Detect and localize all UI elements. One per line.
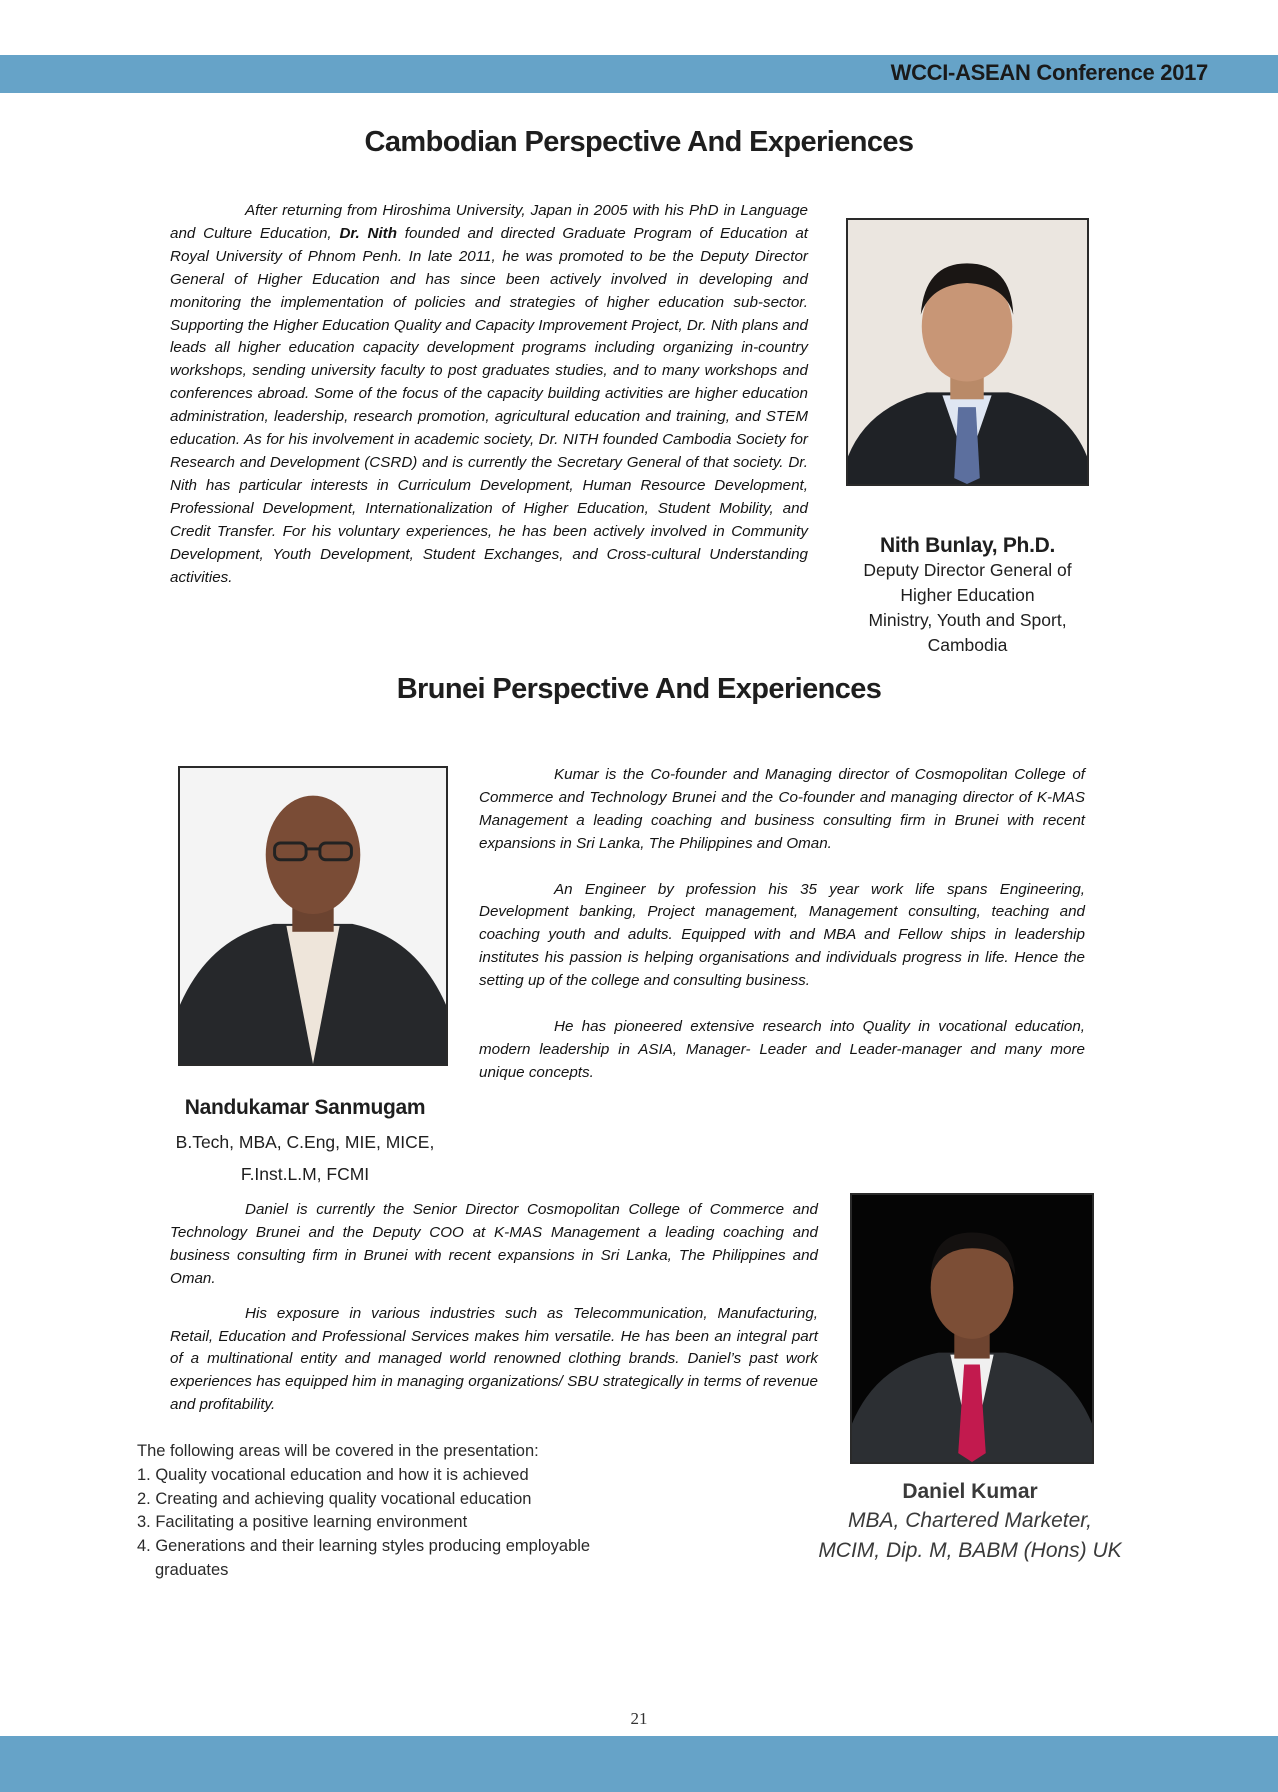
conference-title: WCCI-ASEAN Conference 2017 (890, 60, 1208, 85)
presentation-item: 1. Quality vocational education and how it is achieved (137, 1465, 529, 1484)
nith-title-line: Higher Education (900, 585, 1035, 605)
footer-band (0, 1736, 1278, 1792)
daniel-credentials: MCIM, Dip. M, BABM (Hons) UK (818, 1539, 1122, 1562)
daniel-caption (790, 1480, 1150, 1566)
daniel-bio (170, 1199, 818, 1417)
daniel-credentials: MBA, Chartered Marketer, (848, 1509, 1092, 1532)
nith-title-line: Ministry, Youth and Sport, (868, 610, 1067, 630)
daniel-name: Daniel Kumar (902, 1480, 1038, 1503)
nandukamar-caption (150, 1096, 460, 1190)
cambodia-bio (170, 200, 808, 589)
nandukamar-name: Nandukamar Sanmugam (184, 1096, 426, 1119)
presentation-item: graduates (155, 1560, 229, 1579)
cambodia-bio-part2: founded and directed Graduate Program of Education at Royal University of Phnom Penh. In late 2011, he was promoted to be the Deputy Director General of Higher Education and has since been actively involved in developing and monitoring the implementation of policies and strategies of higher education sub-sector. Supporting the Higher Education Quality and Capacity Improvement Project, Dr. Nith plans and leads all higher education capacity development programs including organizing in-country workshops, sending university faculty to post graduates studies, and to many workshops and conferences abroad. Some of the focus of the capacity building activities are higher education administration, leadership, research promotion, agricultural education and training, and STEM education. As for his involvement in academic society, Dr. NITH founded Cambodia Society for Research and Development (CSRD) and is currently the Secretary General of that society. Dr. Nith has particular interests in Curriculum Development, Human Resource Development, Professional Development, Internationalization of Higher Education, Student Mobility, and Credit Transfer. For his voluntary experiences, he has been actively involved in Community Development, Youth Development, Student Exchanges, and Cross-cultural Understanding activities. (170, 224, 809, 586)
kumar-bio-paragraph: Kumar is the Co-founder and Managing director of Cosmopolitan College of Commerce and Technology Brunei and the Co-founder and managing director of K-MAS Management a leading coaching and business consulting firm in Brunei with recent expansions in Sri Lanka, The Philippines and Oman. (479, 766, 1085, 852)
nandukamar-photo (178, 766, 448, 1066)
cambodia-bio-part1: After returning from Hiroshima University, Japan in 2005 with his PhD in Language and Culture Education, (170, 202, 808, 242)
brunei-section-title: Brunei Perspective And Experiences (396, 673, 882, 705)
cambodia-bio-name: Dr. Nith (339, 224, 398, 242)
daniel-bio-paragraph: His exposure in various industries such as Telecommunication, Manufacturing, Retail, Education and Professional Services makes him versatile. He has been an integral part of a multinational entity and managed world renowned clothing brands. Daniel’s past work experiences has equipped him in managing organizations/ SBU strategically in terms of revenue and profitability. (170, 1304, 818, 1414)
kumar-bio-paragraph: An Engineer by profession his 35 year work life spans Engineering, Development banking, Project management, Management consulting, teaching and coaching youth and adults. Equipped with and MBA and Fellow ships in leadership institutes his passion is helping organisations and individuals progress in life. Hence the setting up of the college and consulting business. (479, 880, 1085, 990)
nandukamar-credentials: F.Inst.L.M, FCMI (240, 1164, 370, 1184)
nandukamar-credentials: B.Tech, MBA, C.Eng, MIE, MICE, (175, 1132, 435, 1152)
nith-title-line: Cambodia (927, 635, 1008, 655)
presentation-intro: The following areas will be covered in the presentation: (137, 1442, 539, 1460)
presentation-item: 2. Creating and achieving quality vocational education (137, 1489, 532, 1508)
nith-title-line: Deputy Director General of (863, 560, 1072, 580)
presentation-item: 3. Facilitating a positive learning environment (137, 1513, 468, 1532)
nith-bunlay-photo (846, 218, 1089, 486)
daniel-kumar-photo (850, 1193, 1094, 1464)
nith-name: Nith Bunlay, Ph.D. (879, 534, 1056, 557)
cambodia-section-title: Cambodian Perspective And Experiences (364, 126, 914, 158)
presentation-item: 4. Generations and their learning styles producing employable (137, 1537, 591, 1556)
kumar-bio-paragraph: He has pioneered extensive research into Quality in vocational education, modern leadership in ASIA, Manager- Leader and Leader-manager and many more unique concepts. (479, 1017, 1085, 1081)
nith-caption (820, 534, 1115, 658)
daniel-bio-paragraph: Daniel is currently the Senior Director Cosmopolitan College of Commerce and Technology Brunei and the Deputy COO at K-MAS Management a leading coaching and business consulting firm in Brunei with recent expansions in Sri Lanka, The Philippines and Oman. (170, 1201, 818, 1287)
page-number: 21 (630, 1709, 648, 1728)
presentation-topics (137, 1440, 590, 1583)
kumar-bio (479, 764, 1085, 1085)
